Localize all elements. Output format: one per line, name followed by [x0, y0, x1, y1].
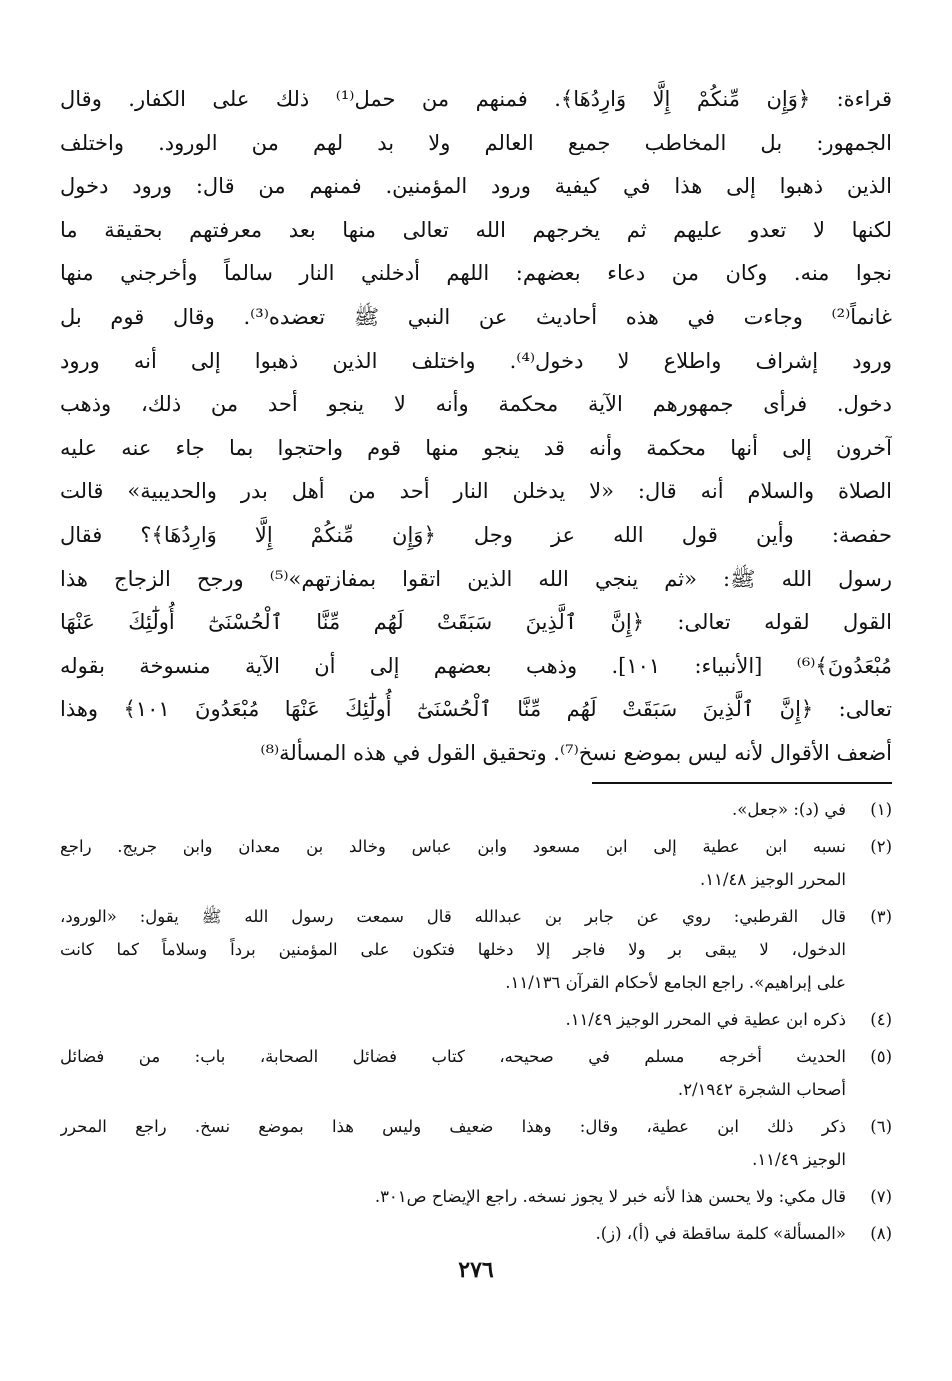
body-text-line: دخول. فرأى جمهورهم الآية محكمة وأنه لا ينجو أحد من ذلك، وذهب	[60, 392, 892, 417]
footnote-text	[60, 1217, 846, 1250]
body-text-line: آخرون إلى أنها محكمة وأنه قد ينجو منها قوم واحتجوا بما جاء عنه عليه	[60, 435, 892, 460]
footnote	[60, 1003, 892, 1036]
footnote-text-line: أصحاب الشجرة ٢/١٩٤٢.	[677, 1080, 846, 1099]
footnotes-section	[60, 793, 892, 1254]
footnote-text	[60, 1003, 846, 1036]
body-text-line: حفصة: وأين قول الله عز وجل ﴿وَإِن مِّنكُمْ إِلَّا وَارِدُهَا﴾؟ فقال	[60, 522, 892, 547]
body-text-line: الذين ذهبوا إلى هذا في كيفية ورود المؤمنين. فمنهم من قال: ورود دخول	[60, 174, 892, 199]
page-number: ٢٧٦	[458, 1257, 494, 1283]
footnote-text-line: ذكره ابن عطية في المحرر الوجيز ١١/٤٩.	[565, 1010, 846, 1029]
footnote-text-line: في (د): «جعل».	[731, 800, 846, 819]
footnote	[60, 1040, 892, 1106]
footnote-text-line: قال مكي: ولا يحسن هذا لأنه خبر لا يجوز نسخه. راجع الإيضاح ص٣٠١.	[374, 1187, 846, 1206]
body-text-line: مُبْعَدُونَ﴾⁽⁶⁾ [الأنبياء: ١٠١]. وذهب بعضهم إلى أن الآية منسوخة بقوله	[60, 653, 892, 678]
footnote	[60, 793, 892, 826]
footnote-number: (٧)	[870, 1187, 892, 1206]
footnote-number: (٣)	[870, 907, 892, 926]
body-text-line: لكنها لا تعدو عليهم ثم يخرجهم الله تعالى منها بعد معرفتهم بحقيقة ما	[60, 217, 892, 242]
footnote-number: (٤)	[870, 1010, 892, 1029]
footnote-number: (١)	[870, 800, 892, 819]
footnote-text	[60, 1040, 846, 1106]
footnote-number: (٦)	[870, 1117, 892, 1136]
footnote-text	[60, 1180, 846, 1213]
footnote	[60, 900, 892, 999]
body-text-line: الجمهور: بل المخاطب جميع العالم ولا بد لهم من الورود. واختلف	[60, 130, 892, 155]
footnote-text-line: «المسألة» كلمة ساقطة في (أ)، (ز).	[595, 1224, 846, 1243]
footnote-text-line: على إبراهيم». راجع الجامع لأحكام القرآن ١١/١٣٦.	[505, 973, 846, 992]
main-body-text	[60, 78, 892, 776]
footnote	[60, 1110, 892, 1176]
footnote-text-line: الحديث أخرجه مسلم في صحيحه، كتاب فضائل الصحابة، باب: من فضائل	[60, 1047, 846, 1066]
footnote-text-line: ذكر ذلك ابن عطية، وقال: وهذا ضعيف وليس هذا بموضع نسخ. راجع المحرر	[60, 1117, 846, 1136]
footnote-text-line: قال القرطبي: روي عن جابر بن عبدالله قال سمعت رسول الله ﷺ يقول: «الورود،	[60, 907, 846, 926]
footnote-text-line: الوجيز ١١/٤٩.	[752, 1150, 846, 1169]
footnote-text	[60, 1110, 846, 1176]
footnote-text	[60, 830, 846, 896]
body-text-line: ورود إشراف واطلاع لا دخول⁽⁴⁾. واختلف الذين ذهبوا إلى أنه ورود	[60, 348, 892, 373]
body-text-line: نجوا منه. وكان من دعاء بعضهم: اللهم أدخلني النار سالماً وأخرجني منها	[60, 261, 892, 286]
body-text-line: القول لقوله تعالى: ﴿إِنَّ ٱلَّذِينَ سَبَقَتْ لَهُم مِّنَّا ٱلْحُسْنَىٰٓ أُولَٰٓئِكَ عَنْهَا	[60, 610, 892, 635]
body-text-line: قراءة: ﴿وَإِن مِّنكُمْ إِلَّا وَارِدُهَا﴾. فمنهم من حمل⁽¹⁾ ذلك على الكفار. وقال	[60, 87, 892, 111]
footnote	[60, 1217, 892, 1250]
footnote-text	[60, 900, 846, 999]
footnote	[60, 830, 892, 896]
body-text-line: تعالى: ﴿إِنَّ ٱلَّذِينَ سَبَقَتْ لَهُم مِّنَّا ٱلْحُسْنَىٰٓ أُولَٰٓئِكَ عَنْهَا مُبْعَدُونَ ١٠١﴾ وهذا	[60, 697, 892, 722]
footnote-number: (٨)	[870, 1224, 892, 1243]
footnote-text-line: الدخول، لا يبقى بر ولا فاجر إلا دخلها فتكون على المؤمنين برداً وسلاماً كما كانت	[60, 940, 846, 959]
footnote-text-line: نسبه ابن عطية إلى ابن مسعود وابن عباس وخالد بن معدان وابن جريج. راجع	[60, 837, 846, 856]
footnote	[60, 1180, 892, 1213]
footnote-text	[60, 793, 846, 826]
body-text-line: غانماً⁽²⁾ وجاءت في هذه أحاديث عن النبي ﷺ تعضده⁽³⁾. وقال قوم بل	[60, 304, 892, 329]
footnote-number: (٢)	[870, 837, 892, 856]
footnote-text-line: المحرر الوجيز ١١/٤٨.	[699, 870, 846, 889]
footnote-separator-rule	[592, 782, 892, 784]
body-text-line: رسول الله ﷺ: «ثم ينجي الله الذين اتقوا بمفازتهم»⁽⁵⁾ ورجح الزجاج هذا	[60, 566, 892, 591]
footnote-number: (٥)	[870, 1047, 892, 1066]
body-text-line: أضعف الأقوال لأنه ليس بموضع نسخ⁽⁷⁾. وتحقيق القول في هذه المسألة⁽⁸⁾	[260, 740, 892, 765]
body-text-line: الصلاة والسلام أنه قال: «لا يدخلن النار أحد من أهل بدر والحديبية» قالت	[60, 479, 892, 504]
